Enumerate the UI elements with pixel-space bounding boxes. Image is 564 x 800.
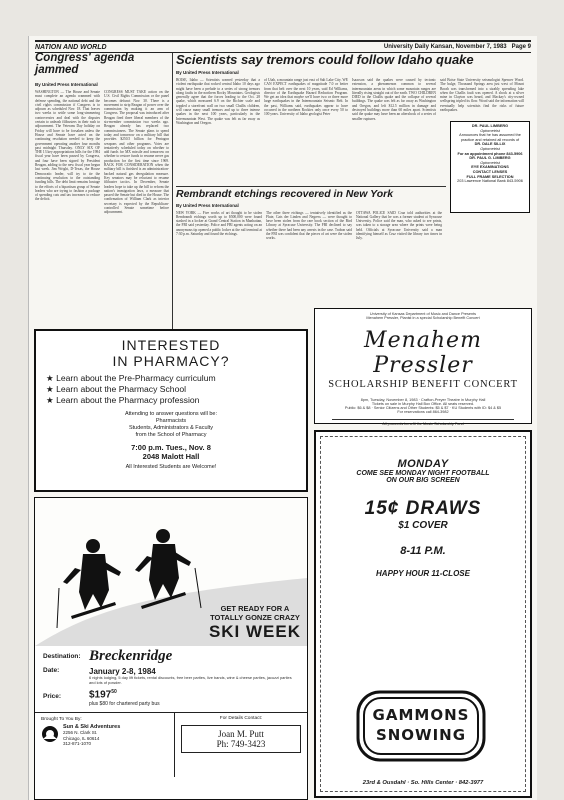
pharmacy-title-2: IN PHARMACY? <box>112 353 230 369</box>
ad-line: DR. PAUL G. LIMBERG <box>469 156 511 161</box>
gammons-day: MONDAY <box>397 458 449 470</box>
ski-photo <box>35 498 307 646</box>
idaho-byline: By United Press International <box>176 70 239 75</box>
ski-company: Sun & Ski Adventures <box>63 723 121 730</box>
ski-contact-name: Joan M. Putt <box>218 728 264 739</box>
gammons-line-2: ON OUR BIG SCREEN <box>386 477 460 484</box>
ski-date: January 2-8, 1984 <box>89 667 156 676</box>
rembrandt-column-2: The other three etchings — tentatively identified as the Flute, Cats der Linden and Negress — were thought to have been stolen from the rare book section of the Bird Library at Syracuse University. The FBI declined to say whether there had been any arrests in the case. Trabon said the FBI was confident that the pieces of art were the stolen works. <box>266 210 352 241</box>
concert-details-2: Tickets on sale in Murphy Hall Box Office. All seats reserved. <box>371 402 475 406</box>
gammons-time: 8-11 P.M. <box>400 545 446 557</box>
ad-line: CONTACT LENSES <box>472 169 508 174</box>
rembrandt-column-1: NEW YORK — Five works of art thought to be stolen Rembrandt etchings worth up to $500,000 were found stashed in a locker at Grand Central Station in Manhattan, the FBI said yesterday. Police and FBI agents acting on an anonymous tip opened a public locker at the rail terminal at 7:30 p.m. Saturday and found the etchings. <box>176 210 262 236</box>
ski-contact-label: For Details Contact: <box>219 715 263 721</box>
ad-line: DR. PAUL LIMBERG <box>471 124 509 128</box>
gammons-happy-hour: HAPPY HOUR 11-CLOSE <box>376 569 470 578</box>
gammons-logo <box>356 690 486 762</box>
ski-address: 2256 N. Clark St. <box>63 730 98 736</box>
gammons-logo-text-1: GAMMONS <box>372 706 470 724</box>
ski-city: Chicago, IL 60614 <box>63 735 100 741</box>
ski-phone: 312-871-1070 <box>63 741 92 747</box>
congress-headline: Congress' agenda jammed <box>35 52 135 76</box>
ski-price-cents: 50 <box>111 688 117 695</box>
concert-details-3: Public: $6 & $8 · Senior Citizens and Other Students: $5 & $7 · KU Students with ID: $4 & $5 <box>344 406 502 410</box>
pharmacy-title-1: INTERESTED <box>121 337 221 353</box>
rembrandt-article <box>176 189 446 291</box>
idaho-column-2: of Utah, a mountain range just east of Salt Lake City. WE CAN EXPECT earthquakes of magnitude 7.0 or better from that belt over the next 10 years, said Ed Williams, director of the Earthquake Hazard Reduction Program. We get an idea that maybe we'll have two or three more large earthquakes in the Intermountain Seismic Belt. In the past, Williams said, earthquakes appear to have occurred in the northern Rockies only once every 50 to 100 years. University of Idaho geologist Peter <box>264 78 348 117</box>
rembrandt-column-3: OTTAWA POLICE SAID Cruz told authorities at the National Gallery that he was a former student at Syracuse University. Police said the man, who asked to see prints, was taken to a storage area where the prints were being held. Officials at Syracuse University said a man identifying himself as Cruz visited the library two times in July. <box>356 210 442 241</box>
section-rule <box>176 186 446 187</box>
ski-ad <box>34 497 308 800</box>
ski-price-label: Price: <box>43 692 62 700</box>
ski-price: $\$197^{50}$ <box>89 688 117 700</box>
congress-byline: By United Press International <box>35 82 98 87</box>
ski-brought-by: Brought To You By: <box>41 716 82 722</box>
ad-line: For an appointment phone 843-5906 <box>457 151 523 156</box>
optometrist-ad <box>450 121 530 213</box>
ad-line: DR. DALE SILLIX <box>474 142 506 147</box>
ad-line: Optometrist <box>480 128 500 133</box>
concert-ad <box>314 308 532 424</box>
gammons-logo-text-2: SNOWING <box>375 726 467 744</box>
column-rule <box>172 53 173 353</box>
rembrandt-byline: By United Press International <box>176 202 239 208</box>
star-icon: ★ <box>46 395 57 405</box>
gammons-cover: $1 COVER <box>398 520 448 531</box>
page-number: Page 9 <box>511 44 531 50</box>
pharmacy-footer: All Interested Students are Welcome! <box>125 464 217 470</box>
gammons-draws: 15¢ DRAWS <box>364 498 482 519</box>
masthead-info: University Daily Kansan, November 7, 1983 <box>383 44 507 50</box>
ski-tagline-2: TOTALLY GONZE CRAZY <box>210 613 300 622</box>
concert-title: SCHOLARSHIP BENEFIT CONCERT <box>328 379 518 390</box>
congress-column-1: WASHINGTON — The House and Senate must complete an agenda crammed with defense spending, the national debt and the civil rights commission if Congress is to adjourn as scheduled Nov. 18. That leaves two weeks to settle some long-simmering controversies and deal with the disputes certain to unleash filibusters in their rush to adjournment. The Veterans Day holiday on Friday will have to be forsaken unless the House and Senate have acted on the continuing resolution needed to keep the government operating another four months past midnight Thursday. ONLY SIX OF THE 13 key appropriations bills for the 1984 fiscal year have been passed by Congress, and four have been signed by President Reagan, adding to the new fiscal year begun last week. Jim Wright, D-Texas, the House Democratic leader, will try to tie the continuing resolution to the outstanding funding bills. The debt limit remains hostage to the efforts of a bipartisan group of Senate leaders who are trying to fashion a package of spending cuts and tax increases to reduce the deficit. <box>35 90 100 202</box>
idaho-column-3: Isaacson said the quakes were caused by tectonic extension, a phenomenon common to several intermountain areas in which some mountain ranges are literally rising straight out of the earth. TWO CHILDREN DIED in the Challis quake and the collapse of several buildings. The quake was felt as far away as Washington and Oregon, and left $12.5 million in damage and destroyed buildings more than 60 miles apart. Scientists said the quake may have been an aftershock of a series of smaller ruptures. <box>352 78 436 121</box>
pharmacy-bullet: ★ Learn about the Pharmacy profession <box>46 395 200 405</box>
concert-details-4: For reservations call 864-3982 <box>397 410 449 414</box>
newspaper-page <box>28 36 537 800</box>
ad-line: Announces that he has assumed the practice and retained all records of <box>459 133 521 142</box>
ad-line: 203 Lawrence National Bank 843-5906 <box>457 179 523 184</box>
concert-intro: University of Kansas Department of Music and Dance Presents <box>369 312 477 316</box>
gammons-line-1: COME SEE MONDAY NIGHT FOOTBALL <box>356 470 490 477</box>
rembrandt-headline: Rembrandt etchings recovered in New York <box>176 188 394 200</box>
pharmacy-attendees: Pharmacists <box>155 418 187 424</box>
pharmacy-attendees-3: from the School of Pharmacy <box>135 432 207 438</box>
gammons-ad <box>314 430 532 798</box>
pharmacy-bullet: ★ Learn about the Pharmacy School <box>46 384 187 394</box>
idaho-column-1: BOISE, Idaho — Scientists warned yesterday that a violent earthquake that rocked central Idaho 10 days ago might have been a prelude to a series of strong tremors along faults in the northern Rocky Mountains. Geologists generally agree that the forces leading to the Oct. 28 quake, which measured 6.9 on the Richter scale and toppled a storefront wall on two small Challis children, will cause many small tremors and up to three intense quakes in the next 100 years, particularly in the Intermountain West. The quake was felt as far away as Washington and Oregon. <box>176 78 260 125</box>
idaho-headline: Scientists say tremors could follow Idaho quake <box>176 52 474 67</box>
concert-intro-2: Menahem Pressler, Pianist in a special Scholarship Benefit Concert <box>366 316 480 320</box>
ad-line: Optometrist <box>480 160 500 165</box>
ski-destination: Breckenridge <box>89 648 173 664</box>
ski-date-detail: 6 nights lodging, 5 day lift tickets, rental discounts, free beer parties, live bands, wine & cheese parties, jacuzzi parties and lots of powder. <box>89 675 292 685</box>
pharmacy-place: 2048 Malott Hall <box>142 452 200 461</box>
pharmacy-time: 7:00 p.m. Tues., Nov. 8 <box>131 443 211 452</box>
ad-line: FULL FRAME SELECTION <box>466 174 514 179</box>
pharmacy-attendees-2: Students, Administrators & Faculty <box>128 425 214 431</box>
ad-line: Optometrist <box>480 146 500 151</box>
congress-column-2: CONGRESS MUST TAKE action on the U.S. Civil Rights Commission or the panel becomes defunct Nov. 30. There is a movement to strip Reagan of power over the commission by making it an arm of Congress. The proposal was introduced after Reagan fired three liberal members of the six-member commission two weeks ago. Reagan already has replaced two commissioners. The Senate plans to spend today and tomorrow on a military bill that provides $250.5 billion for Pentagon weapons and other programs. Votes are tentatively scheduled today on whether to add funds for MX missile and tomorrow on whether to restore funds to resume nerve gas production for the first time since 1969. BACK FOR CONSIDERATION when the military bill is finished is an administration-backed natural gas deregulation measure. Key senators may be reluctant to resume filibuster tactics. In December, Senate leaders hope to take up the bill to reform the nation's immigration laws, a measure that passed the Senate but died in the House. The confirmation of William Clark as interior secretary is expected by the Republican-controlled Senate sometime before adjournment. <box>104 90 169 215</box>
ski-tagline-3: SKI WEEK <box>208 622 301 641</box>
idaho-column-4: said Boise State University seismologist Spencer Wood. The bulge, Thousand Springs area just west of Mount Borah was transformed into a sizably spreading lake when the Challis fault was opened. A shock at a silver mine in Clayton was heard, and Mackay's city-owned wellspring tripled its flow. Wood said the information will eventually help scientists find the risks of future earthquakes. <box>440 78 524 113</box>
concert-pianist: Menahem Pressler <box>364 328 482 378</box>
ski-price-note: plus $80 for chartered party bus <box>89 700 160 707</box>
section-title: NATION AND WORLD <box>35 43 107 51</box>
ski-tagline-1: GET READY FOR A <box>220 604 290 613</box>
pharmacy-attend: Attending to answer questions will be: <box>124 411 218 417</box>
ski-date-label: Date: <box>43 667 60 674</box>
star-icon: ★ <box>46 373 57 383</box>
pharmacy-bullet: ★ Learn about the Pre-Pharmacy curriculum <box>46 373 216 383</box>
pharmacy-ad <box>34 329 308 492</box>
ad-line: EYE EXAMINATIONS <box>471 165 509 170</box>
concert-footer: All proceeds benefit the Music Scholarship Fund <box>382 422 464 426</box>
sun-logo-icon <box>41 725 59 748</box>
congress-article <box>35 53 169 375</box>
ski-contact-phone: Ph: 749-3423 <box>216 738 266 749</box>
ski-destination-label: Destination: <box>43 653 81 660</box>
concert-details: 8pm, Tuesday, November 8, 1983 · Crafton-Preyer Theatre in Murphy Hall <box>360 398 486 402</box>
star-icon: ★ <box>46 384 57 394</box>
gammons-address: 23rd & Ousdahl · So. Hills Center · 842-3977 <box>362 780 484 786</box>
